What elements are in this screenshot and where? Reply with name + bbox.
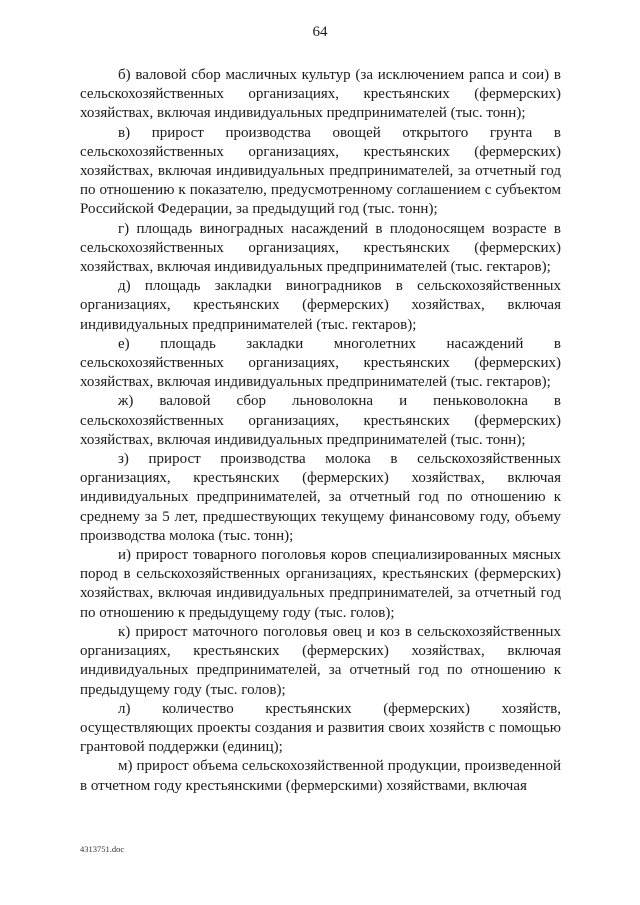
paragraph-zh: ж) валовой сбор льноволокна и пеньковолокна в сельскохозяйственных организациях, крестьянских (фермерских) хозяйствах, включая индивидуальных предпринимателей (тыс. тонн); (80, 393, 561, 448)
paragraph-g: г) площадь виноградных насаждений в плодоносящем возрасте в сельскохозяйственных организациях, крестьянских (фермерских) хозяйствах, включая индивидуальных предпринимателей (тыс. гектаров); (80, 220, 561, 276)
page-number: 64 (312, 24, 328, 40)
paragraph-i: и) прирост товарного поголовья коров специализированных мясных пород в сельскохозяйственных организациях, крестьянских (фермерских) хозяйствах, включая индивидуальных предпринимателей, за отчетный год по отношению к предыдущему году (тыс. голов); (80, 547, 561, 621)
document-filename: 4313751.doc (80, 844, 125, 854)
paragraph-k: к) прирост маточного поголовья овец и коз в сельскохозяйственных организациях, крестьянских (фермерских) хозяйствах, включая индивидуальных предпринимателей, за отчетный год по отношению к предыдущему году (тыс. голов); (80, 623, 561, 698)
paragraph-z: з) прирост производства молока в сельскохозяйственных организациях, крестьянских (фермерских) хозяйствах, включая индивидуальных предпринимателей, за отчетный год по отношению к среднему за 5 лет, предшествующих текущему финансовому году, объему производства молока (тыс. тонн); (80, 451, 561, 544)
paragraph-d: д) площадь закладки виноградников в сельскохозяйственных организациях, крестьянских (фермерских) хозяйствах, включая индивидуальных предпринимателей (тыс. гектаров); (80, 278, 561, 333)
paragraph-l: л) количество крестьянских (фермерских) хозяйств, осуществляющих проекты создания и развития своих хозяйств с помощью грантовой поддержки (единиц); (80, 700, 561, 756)
paragraph-b: б) валовой сбор масличных культур (за исключением рапса и сои) в сельскохозяйственных организациях, крестьянских (фермерских) хозяйствах, включая индивидуальных предпринимателей (тыс. тонн); (80, 67, 561, 122)
paragraph-m: м) прирост объема сельскохозяйственной продукции, произведенной в отчетном году крестьянскими (фермерскими) хозяйствами, включая (80, 758, 561, 794)
paragraph-e: е) площадь закладки многолетних насаждений в сельскохозяйственных организациях, крестьянских (фермерских) хозяйствах, включая индивидуальных предпринимателей (тыс. гектаров); (80, 335, 561, 391)
paragraph-v: в) прирост производства овощей открытого грунта в сельскохозяйственных организациях, крестьянских (фермерских) хозяйствах, включая индивидуальных предпринимателей, за отчетный год по отношению к показателю, предусмотренному соглашением с субъектом Российской Федерации, за предыдущий год (тыс. тонн); (80, 124, 561, 218)
document-body (80, 66, 561, 796)
